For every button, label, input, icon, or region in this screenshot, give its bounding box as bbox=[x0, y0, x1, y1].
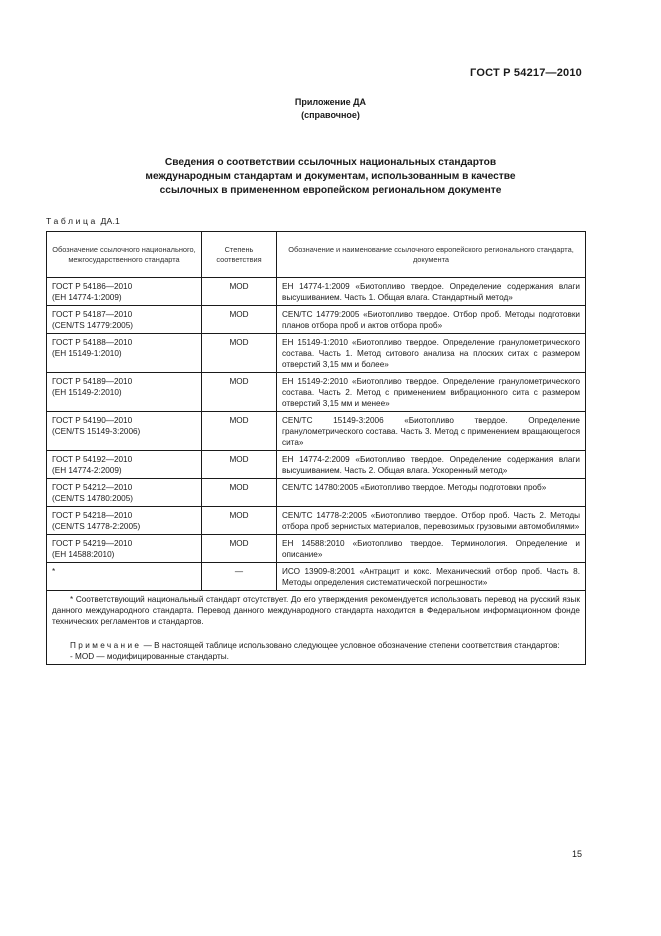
cell-european-document: CEN/TC 14780:2005 «Биотопливо твердое. Методы подготовки проб» bbox=[277, 479, 586, 507]
cell-national-standard: ГОСТ Р 54190—2010 (CEN/TS 15149-3:2006) bbox=[47, 412, 202, 451]
correspondence-table bbox=[46, 231, 586, 665]
table-row bbox=[47, 306, 586, 334]
cell-national-standard: ГОСТ Р 54187—2010 (CEN/TS 14779:2005) bbox=[47, 306, 202, 334]
document-code: ГОСТ Р 54217—2010 bbox=[470, 67, 582, 79]
appendix-heading bbox=[0, 96, 661, 122]
cell-national-standard: ГОСТ Р 54189—2010 (ЕН 15149-2:2010) bbox=[47, 373, 202, 412]
note-text: — В настоящей таблице использовано следующее условное обозначение степени соответствия стандартов: bbox=[141, 641, 560, 650]
table-row bbox=[47, 479, 586, 507]
section-title-line-2: международным стандартам и документам, использованным в качестве bbox=[145, 171, 516, 182]
table-row bbox=[47, 451, 586, 479]
cell-national-standard: ГОСТ Р 54186—2010 (ЕН 14774-1:2009) bbox=[47, 278, 202, 306]
footnote: * Соответствующий национальный стандарт отсутствует. До его утверждения рекомендуется использовать перевод на русский язык данного международного стандарта. Перевод данного международного стандарта находится в Федеральном информационном фонде технических регламентов и стандартов. bbox=[52, 595, 580, 626]
cell-degree: MOD bbox=[202, 479, 277, 507]
table-body bbox=[47, 278, 586, 591]
cell-national-standard: ГОСТ Р 54218—2010 (CEN/TS 14778-2:2005) bbox=[47, 507, 202, 535]
cell-european-document: ЕН 14774-1:2009 «Биотопливо твердое. Определение содержания влаги высушиванием. Часть 1. Общая влага. Стандартный метод» bbox=[277, 278, 586, 306]
table-row bbox=[47, 334, 586, 373]
table-row bbox=[47, 412, 586, 451]
cell-national-standard: ГОСТ Р 54219—2010 (ЕН 14588:2010) bbox=[47, 535, 202, 563]
table-label-prefix: Таблица bbox=[46, 216, 98, 226]
cell-european-document: ЕН 14774-2:2009 «Биотопливо твердое. Определение содержания влаги высушиванием. Часть 2. Общая влага. Ускоренный метод» bbox=[277, 451, 586, 479]
cell-european-document: ИСО 13909-8:2001 «Антрацит и кокс. Механический отбор проб. Часть 8. Методы определения систематической погрешности» bbox=[277, 563, 586, 591]
section-title bbox=[0, 156, 661, 198]
cell-european-document: CEN/TC 14779:2005 «Биотопливо твердое. Отбор проб. Методы подготовки планов отбора проб и актов отбора проб» bbox=[277, 306, 586, 334]
table-row bbox=[47, 278, 586, 306]
table-row bbox=[47, 535, 586, 563]
table-label-number: ДА.1 bbox=[100, 216, 121, 226]
cell-national-standard: ГОСТ Р 54188—2010 (ЕН 15149-1:2010) bbox=[47, 334, 202, 373]
cell-european-document: ЕН 14588:2010 «Биотопливо твердое. Терминология. Определение и описание» bbox=[277, 535, 586, 563]
page-number: 15 bbox=[571, 849, 582, 859]
header-degree: Степень соответствия bbox=[202, 232, 277, 278]
cell-degree: — bbox=[202, 563, 277, 591]
section-title-line-1: Сведения о соответствии ссылочных национальных стандартов bbox=[164, 157, 497, 168]
cell-degree: MOD bbox=[202, 412, 277, 451]
table-footer-row bbox=[47, 591, 586, 665]
cell-national-standard: ГОСТ Р 54192—2010 (ЕН 14774-2:2009) bbox=[47, 451, 202, 479]
note-item: - MOD — модифицированные стандарты. bbox=[70, 652, 229, 661]
cell-national-standard: * bbox=[47, 563, 202, 591]
cell-degree: MOD bbox=[202, 373, 277, 412]
cell-degree: MOD bbox=[202, 278, 277, 306]
table-row bbox=[47, 563, 586, 591]
cell-degree: MOD bbox=[202, 451, 277, 479]
note-prefix: Примечание bbox=[70, 641, 142, 650]
header-national-standard: Обозначение ссылочного национального, межгосударственного стандарта bbox=[47, 232, 202, 278]
table-header-row bbox=[47, 232, 586, 278]
cell-degree: MOD bbox=[202, 507, 277, 535]
appendix-title: Приложение ДА bbox=[294, 97, 367, 107]
table-label bbox=[46, 216, 120, 226]
cell-european-document: ЕН 15149-2:2010 «Биотопливо твердое. Определение гранулометрического состава. Часть 2. Метод с применением вибрационного сита с размером отверстий 3,15 мм и менее» bbox=[277, 373, 586, 412]
header-european-document: Обозначение и наименование ссылочного европейского регионального стандарта, документа bbox=[277, 232, 586, 278]
cell-european-document: CEN/TC 14778-2:2005 «Биотопливо твердое. Отбор проб. Часть 2. Методы отбора проб зернистых материалов, перевозимых грузовыми автомобилями» bbox=[277, 507, 586, 535]
table-footer bbox=[47, 591, 586, 665]
cell-degree: MOD bbox=[202, 306, 277, 334]
cell-national-standard: ГОСТ Р 54212—2010 (CEN/TS 14780:2005) bbox=[47, 479, 202, 507]
cell-european-document: CEN/TC 15149-3:2006 «Биотопливо твердое. Определение гранулометрического состава. Часть 3. Метод с применением вращающегося сита» bbox=[277, 412, 586, 451]
cell-degree: MOD bbox=[202, 535, 277, 563]
appendix-type: (справочное) bbox=[301, 110, 360, 120]
table-row bbox=[47, 373, 586, 412]
note bbox=[52, 640, 580, 651]
table-row bbox=[47, 507, 586, 535]
cell-degree: MOD bbox=[202, 334, 277, 373]
cell-european-document: ЕН 15149-1:2010 «Биотопливо твердое. Определение гранулометрического состава. Часть 1. Метод ситового анализа на плоских ситах с размером отверстий 3,15 мм и более» bbox=[277, 334, 586, 373]
section-title-line-3: ссылочных в примененном европейском региональном документе bbox=[159, 185, 502, 196]
